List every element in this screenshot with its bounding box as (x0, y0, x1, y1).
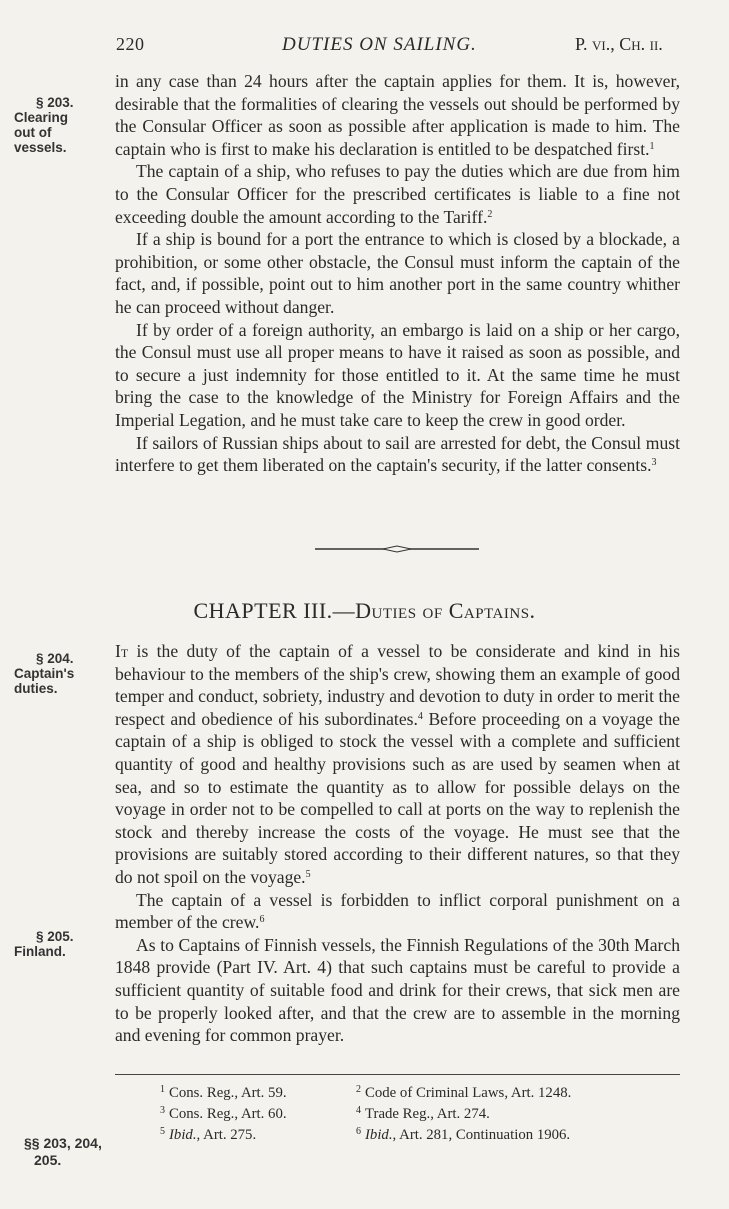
margin-note-203 (14, 95, 104, 155)
margin-note-section: § 203. (36, 95, 74, 110)
footnote: $^4$ Trade Reg., Art. 274. (356, 1105, 490, 1122)
footnote: $^2$ Code of Criminal Laws, Art. 1248. (356, 1084, 572, 1101)
paragraph: The captain of a ship, who refuses to pay the duties which are due from him to the Consular Officer for the prescribed certificates is liable to a fine not exceeding double the amount according to the Tariff.$^2$ (115, 161, 680, 227)
margin-note-section: § 204. (36, 651, 74, 666)
margin-note-line: Captain's (14, 666, 75, 681)
paragraph: If sailors of Russian ships about to sail are arrested for debt, the Consul must interfere to get them liberated on the captain's security, if the latter consents.$^3$ (115, 432, 680, 476)
paragraph: If by order of a foreign authority, an embargo is laid on a ship or her cargo, the Consul must use all proper means to have it raised as soon as possible, and to secure a just indemnity for those entitled to it. At the same time he must bring the case to the knowledge of the Ministry for Foreign Affairs and the Imperial Legation, and he must take care to keep the crew in good order. (115, 319, 680, 430)
footnote-marker: 4 (417, 710, 423, 722)
margin-note-204 (14, 651, 104, 696)
footnote: $^3$ Cons. Reg., Art. 60. (160, 1105, 287, 1122)
margin-note-line: duties. (14, 681, 58, 696)
footnote: $^5$ Ibid., Art. 275. (160, 1126, 257, 1143)
body-text-top (115, 70, 680, 477)
margin-note-line: out of (14, 125, 52, 140)
chapter-number: CHAPTER III. (193, 598, 333, 623)
chapter-title: —Duties of Captains. (332, 598, 536, 623)
footnote-marker: 6 (259, 914, 265, 926)
footnote: $^1$ Cons. Reg., Art. 59. (160, 1084, 287, 1101)
running-title: DUTIES ON SAILING. (282, 34, 477, 55)
running-header (0, 34, 729, 58)
footnote: $^6$ Ibid., Art. 281, Continuation 1906. (356, 1126, 571, 1143)
paragraph: As to Captains of Finnish vessels, the Finnish Regulations of the 30th March 1848 provide (Part IV. Art. 4) that such captains must be careful to provide a sufficient quantity of suitable food and drink for their crews, that sick men are to be properly looked after, and that the crew are to assemble in the morning and evening for common prayer. (115, 934, 680, 1046)
page-number: 220 (116, 34, 145, 54)
section-signature (24, 1135, 102, 1169)
footnote-marker: 3 (651, 457, 657, 469)
footnote-marker: 1 (649, 140, 655, 152)
footnote-rule (115, 1074, 680, 1075)
paragraph: in any case than 24 hours after the captain applies for them. It is, however, desirable that the formalities of clearing the vessels out should be performed by the Consular Officer as soon as possible after application is made to him. The captain who is first to make his declaration is entitled to be despatched first.$^1$ (115, 71, 680, 159)
part-chapter-ref: P. vi., Ch. ii. (575, 34, 663, 54)
chapter-heading (0, 598, 729, 624)
section-signature-line: §§ 203, 204, (24, 1135, 102, 1151)
margin-note-205 (14, 929, 104, 959)
margin-note-line: Finland. (14, 944, 66, 959)
footnotes (160, 1081, 680, 1144)
paragraph: The captain of a vessel is forbidden to inflict corporal punishment on a member of the crew.$^6$ (115, 889, 680, 933)
body-text-bottom (115, 640, 680, 1047)
paragraph: It is the duty of the captain of a vessel to be considerate and kind in his behaviour to the members of the ship's crew, showing them an example of good temper and conduct, sobriety, industry and devotion to duty in order to merit the respect and obedience of his subordinates.$^4$ Before proceeding on a voyage the captain of a ship is obliged to stock the vessel with a complete and sufficient quantity of good and healthy provisions such as are used by seamen when at sea, and so to estimate the quantity as to allow for possible delays on the voyage in order not to be compelled to call at ports on the way to replenish the stock and thereby increase the costs of the voyage. He must see that the provisions are suitably stored according to their different natures, so that they do not spoil on the voyage.$^5$ (115, 641, 680, 887)
section-divider-ornament (315, 544, 479, 554)
margin-note-section: § 205. (36, 929, 74, 944)
footnote-marker: 2 (487, 208, 493, 220)
paragraph: If a ship is bound for a port the entrance to which is closed by a blockade, a prohibition, or some other obstacle, the Consul must inform the captain of the fact, and, if possible, point out to him another port in the same country whither he can proceed without danger. (115, 229, 680, 317)
margin-note-line: vessels. (14, 140, 67, 155)
section-signature-line: 205. (34, 1152, 62, 1168)
margin-note-line: Clearing (14, 110, 69, 125)
footnote-marker: 5 (305, 868, 311, 880)
